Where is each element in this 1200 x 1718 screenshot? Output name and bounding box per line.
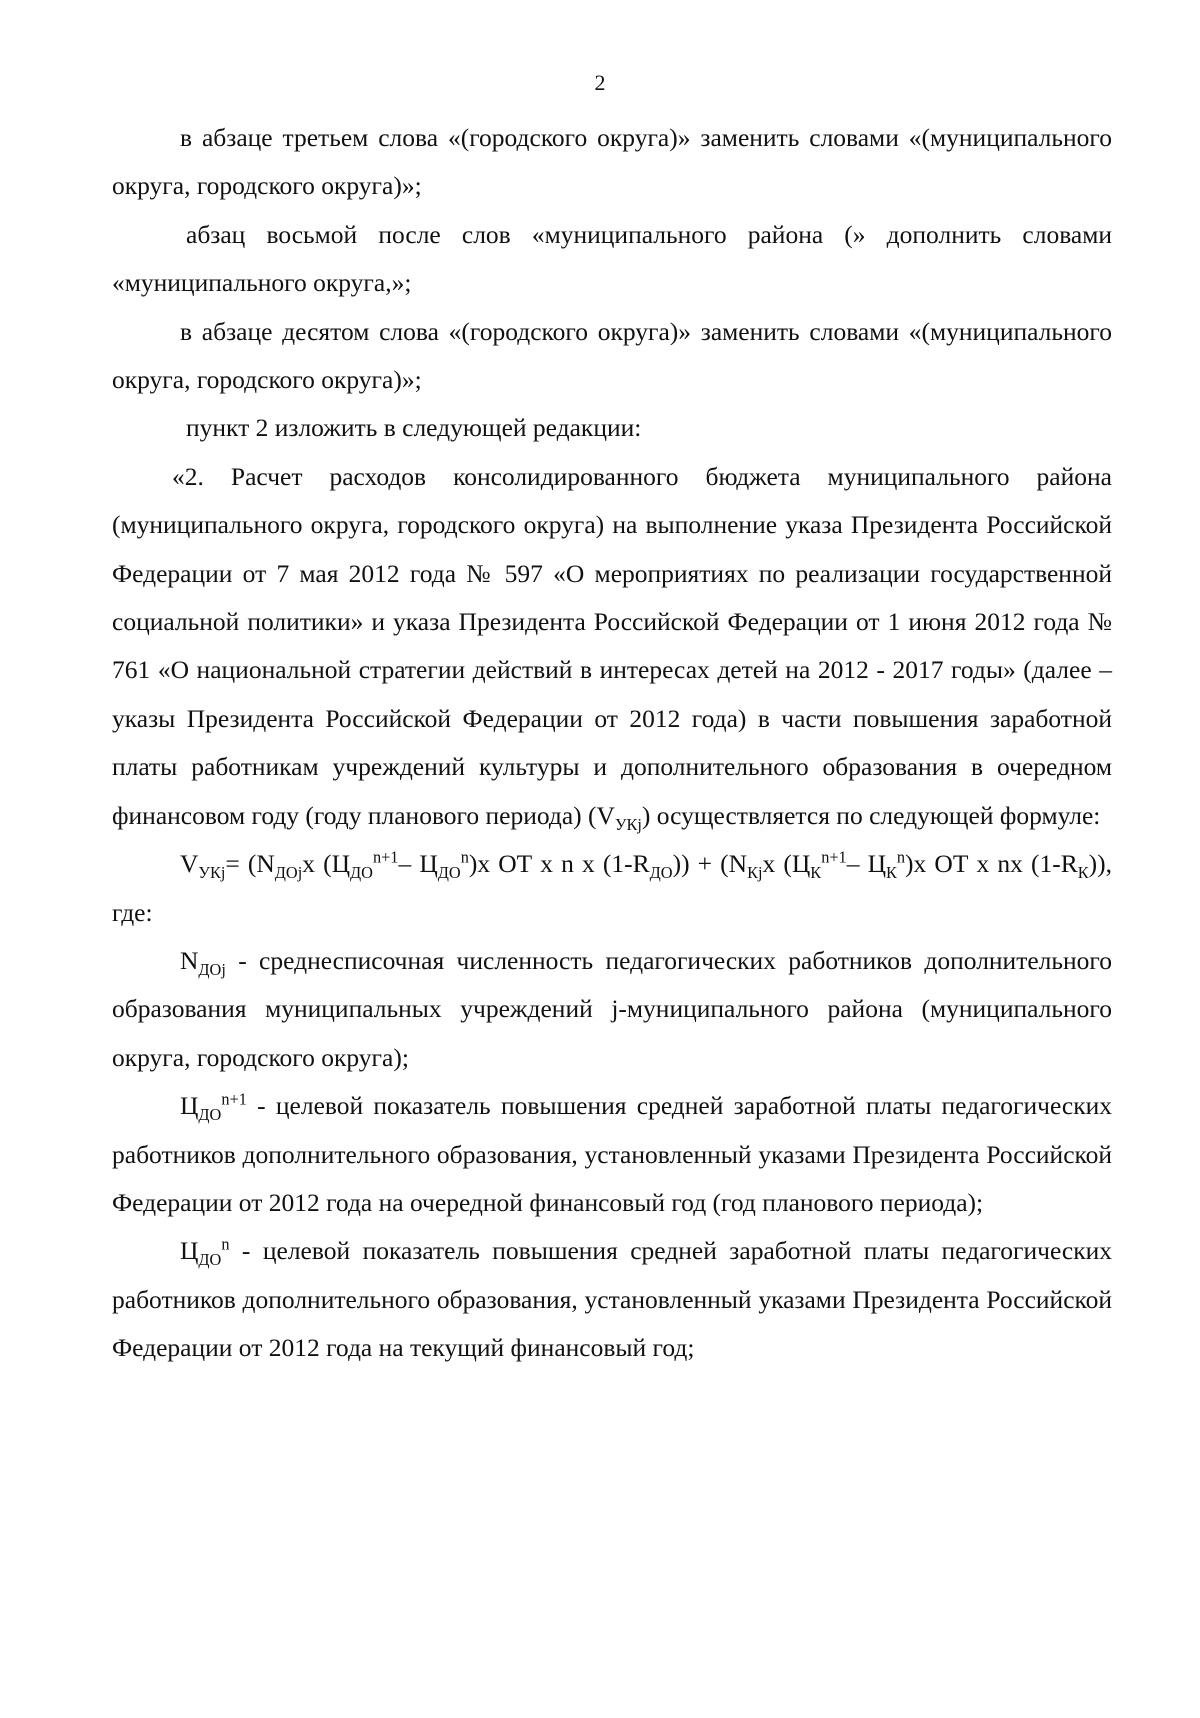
formula-n-k-sub: Кj — [747, 863, 763, 883]
paragraph-amendment-4: пункт 2 изложить в следующей редакции: — [186, 413, 642, 443]
formula-c-k-sub2: К — [886, 863, 897, 883]
definition-n-do-subscript: ДОj — [198, 960, 226, 979]
formula — [112, 840, 1112, 937]
formula-c-do-sup1: n+1 — [372, 847, 399, 867]
definition-n-do — [112, 937, 1112, 1082]
formula-tail1: (1-R — [1031, 849, 1078, 879]
formula-c-k-sup2: n — [896, 847, 906, 867]
paragraph-amendment-2: абзац восьмой после слов «муниципального района (» дополнить словами «муниципального округа,»; — [112, 219, 1112, 298]
definition-c-do-current-subscript: ДО — [198, 1250, 222, 1270]
formula-c-do-sub2: ДО — [437, 863, 461, 883]
paragraph-clause-2 — [112, 453, 1112, 840]
paragraph-amendment-1: в абзаце третьем слова «(городского округа)» заменить словами «(муниципального округа, городского округа)»; — [112, 123, 1112, 201]
clause-2-text-start: «2. Расчет расходов консолидированного бюджета муниципального района (муниципального округа, городского округа) на выполнение указа Президента Российской Федерации от 7 мая 2012 года № 597 «О мероприятиях по реализации государственной социальной политики» и указа Президента Российской Федерации от 1 июня 2012 года № 761 «О национальной стратегии действий в интересах детей на 2012 - 2017 годы» (далее – указы Президента Российской Федерации от 2012 года) в части повышения заработной платы работникам учреждений культуры и дополнительного образования в очередном финансовом году (году планового периода) (V — [112, 461, 1112, 830]
definition-c-do-current-superscript: n — [221, 1234, 230, 1254]
formula-mid2: )) + (N — [672, 849, 748, 879]
formula-mid1: )x ОТ x n x (1-R — [468, 849, 650, 879]
formula-mid3: )x ОТ x nx — [905, 849, 1023, 879]
formula-c-do-sub1: ДО — [350, 863, 373, 883]
definition-c-do-current — [112, 1227, 1112, 1372]
formula-c-do-sup2: n — [460, 847, 469, 867]
formula-r-do-sub: ДО — [649, 863, 673, 883]
clause-2-subscript: УКj — [614, 814, 642, 834]
document-body — [112, 114, 1112, 1373]
definition-c-do-next-symbol: Ц — [180, 1091, 199, 1121]
definition-n-do-text: - среднесписочная численность педагогических работников дополнительного образования муниципальных учреждений j-муниципального района (муниципального округа, городского округа); — [112, 945, 1112, 1072]
formula-r-k-sub: К — [1077, 863, 1089, 883]
formula-c-k-sup1: n+1 — [821, 847, 847, 867]
page-number: 2 — [594, 70, 606, 95]
definition-c-do-current-symbol: Ц — [180, 1236, 199, 1266]
formula-n-do-sub: ДОj — [274, 863, 303, 883]
definition-c-do-next-text: - целевой показатель повышения средней заработной платы педагогических работников дополнительного образования, установленный указами Президента Российской Федерации от 2012 года на очередной финансовый год (год планового периода); — [112, 1091, 1112, 1217]
formula-minus1: – Ц — [398, 849, 438, 879]
definition-c-do-current-text: - целевой показатель повышения средней заработной платы педагогических работников дополнительного образования, установленный указами Президента Российской Федерации от 2012 года на текущий финансовый год; — [112, 1236, 1112, 1363]
formula-c-k-sub1: К — [810, 863, 822, 883]
definition-c-do-next — [112, 1082, 1112, 1227]
formula-x1: x (Ц — [302, 849, 351, 879]
formula-v-sub: УКj — [198, 863, 226, 883]
definition-c-do-next-subscript: ДО — [198, 1105, 222, 1125]
formula-eq: = (N — [225, 849, 275, 879]
formula-minus2: – Ц — [846, 849, 886, 879]
clause-2-text-end: ) осуществляется по следующей формуле: — [641, 800, 1101, 830]
paragraph-amendment-3: в абзаце десятом слова «(городского округа)» заменить словами «(муниципального округа, городского округа)»; — [112, 316, 1112, 395]
formula-tail2: )), где: — [112, 849, 1113, 927]
definition-n-do-symbol: N — [180, 945, 199, 975]
formula-x2: x (Ц — [762, 849, 811, 879]
formula-v: V — [180, 849, 199, 879]
definition-c-do-next-superscript: n+1 — [221, 1089, 247, 1109]
